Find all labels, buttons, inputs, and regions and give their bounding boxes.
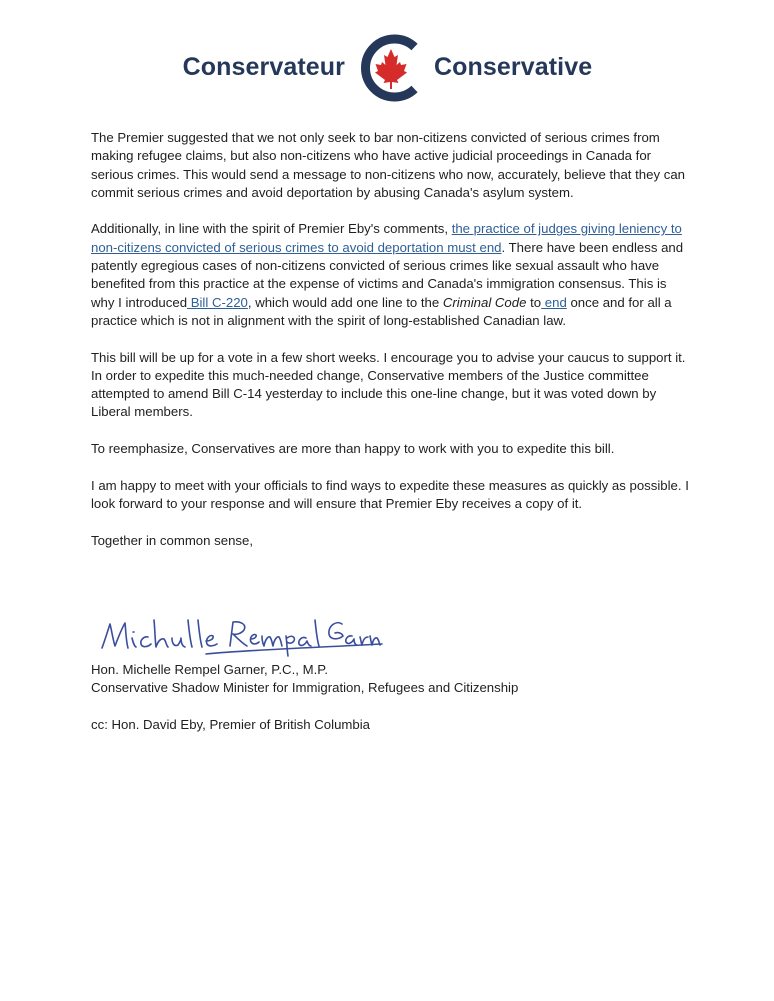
closing-line: Together in common sense,	[91, 532, 253, 548]
maple-leaf-c-icon	[355, 32, 427, 104]
paragraph-2-mid2: , which would add one line to the	[247, 294, 443, 310]
signature-image	[96, 610, 386, 658]
bill-c-220-link[interactable]: Bill C-220	[187, 294, 248, 310]
signatory-title: Conservative Shadow Minister for Immigration, Refugees and Citizenship	[91, 680, 519, 696]
logo-wordmark-en: Conservative	[434, 53, 593, 81]
paragraph-1: The Premier suggested that we not only seek to bar non-citizens convicted of serious crimes from making refugee claims, but also non-citizens who have active judicial proceedings in Canada for serious crimes. This would send a message to non-citizens who now, accurately, believe that they can commit serious crimes and avoid deportation by abusing Canada's asylum system.	[91, 130, 685, 200]
end-link[interactable]: end	[541, 294, 567, 310]
signatory-name: Hon. Michelle Rempel Garner, P.C., M.P.	[91, 662, 328, 677]
cc-line: cc: Hon. David Eby, Premier of British Columbia	[91, 716, 370, 732]
paragraph-2-mid3: to	[526, 294, 542, 310]
paragraph-2-tail: once and for all a practice which is not in alignment with the spirit of long-established Canadian law.	[91, 294, 672, 328]
paragraph-4: To reemphasize, Conservatives are more than happy to work with you to expedite this bill.	[91, 441, 615, 457]
paragraph-2-mid1: . There have been endless and patently egregious cases of non-citizens convicted of serious crimes like sexual assault who have benefited from this practice at the expense of victims and Canada's immigration consensus. This is why I introduced	[91, 239, 684, 310]
sign-off-block	[91, 661, 691, 734]
paragraph-2-lead: Additionally, in line with the spirit of Premier Eby's comments,	[91, 221, 452, 237]
maple-leaf-icon	[375, 49, 407, 89]
paragraph-2	[91, 220, 691, 330]
judges-leniency-link[interactable]: the practice of judges giving leniency to non-citizens convicted of serious crimes to avoid deportation must end	[91, 221, 682, 255]
criminal-code-text: Criminal Code	[442, 294, 527, 310]
letter-body	[91, 129, 691, 568]
paragraph-5: I am happy to meet with your officials to find ways to expedite these measures as quickly as possible. I look forward to your response and will ensure that Premier Eby receives a copy of it.	[91, 477, 689, 511]
paragraph-3: This bill will be up for a vote in a few short weeks. I encourage you to advise your caucus to support it. In order to expedite this much-needed change, Conservative members of the Justice committee attempted to amend Bill C-14 yesterday to include this one-line change, but it was voted down by Liberal members.	[91, 349, 686, 420]
letterhead	[0, 32, 774, 104]
logo-wordmark-fr: Conservateur	[182, 53, 345, 81]
